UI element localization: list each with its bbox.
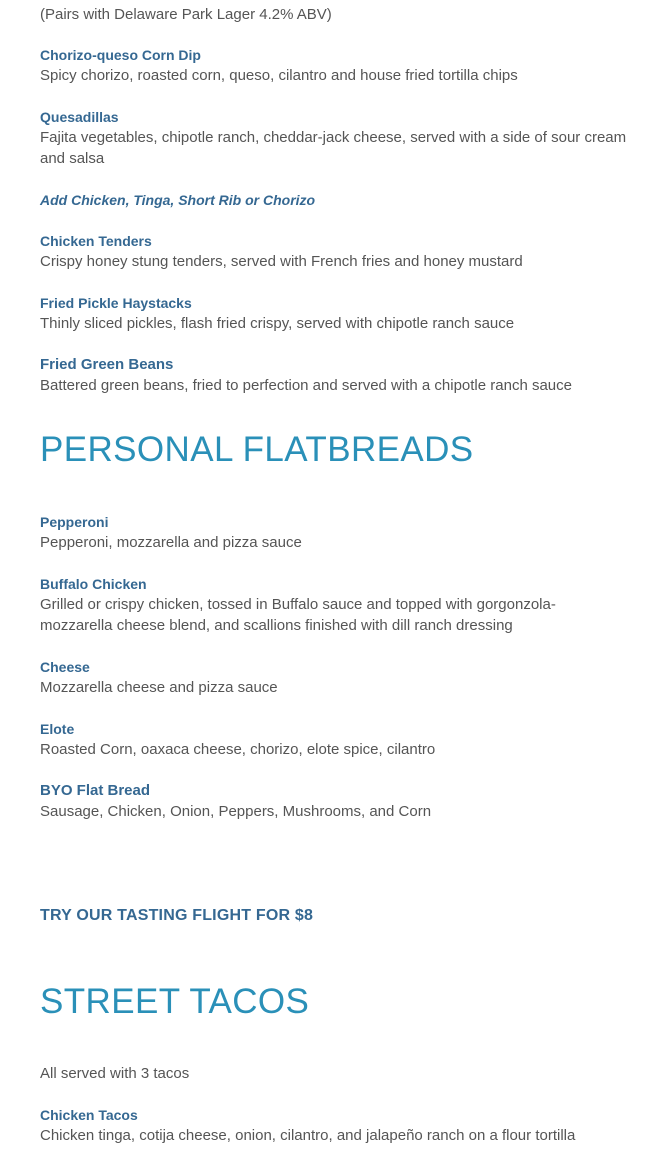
menu-item-description: Spicy chorizo, roasted corn, queso, cilantro and house fried tortilla chips [40, 67, 518, 84]
menu-item-name: Chorizo-queso Corn Dip [40, 47, 201, 63]
menu-item-description: Grilled or crispy chicken, tossed in Buffalo sauce and topped with gorgonzola-mozzarella cheese blend, and scallions finished with dill ranch dressing [40, 596, 556, 634]
pairing-note: (Pairs with Delaware Park Lager 4.2% ABV) [40, 6, 332, 23]
section-title-street-tacos: STREET TACOS [40, 982, 310, 1021]
menu-item-description: Chicken tinga, cotija cheese, onion, cilantro, and jalapeño ranch on a flour tortilla [40, 1127, 576, 1144]
menu-item-name: Pepperoni [40, 514, 109, 530]
menu-item-description: Battered green beans, fried to perfection and served with a chipotle ranch sauce [40, 377, 572, 394]
tasting-flight-promo: TRY OUR TASTING FLIGHT FOR $8 [40, 907, 314, 924]
menu-item-name: Fried Pickle Haystacks [40, 295, 192, 311]
menu-item-description: Fajita vegetables, chipotle ranch, cheddar-jack cheese, served with a side of sour cream and salsa [40, 129, 627, 167]
menu-item-name: Chicken Tacos [40, 1107, 138, 1123]
menu-item-name: Chicken Tenders [40, 233, 152, 249]
menu-item-description: Crispy honey stung tenders, served with French fries and honey mustard [40, 253, 523, 270]
menu-item-name: Fried Green Beans [40, 356, 174, 373]
section-title-flatbreads: PERSONAL FLATBREADS [40, 430, 474, 469]
menu-item-name: Elote [40, 721, 75, 737]
tacos-intro: All served with 3 tacos [40, 1065, 190, 1082]
menu-item-description: Thinly sliced pickles, flash fried crispy, served with chipotle ranch sauce [40, 315, 515, 332]
menu-item-description: Mozzarella cheese and pizza sauce [40, 679, 278, 696]
menu-item-name: Quesadillas [40, 109, 119, 125]
menu-item-description: Pepperoni, mozzarella and pizza sauce [40, 534, 302, 551]
menu-item-name: Buffalo Chicken [40, 576, 147, 592]
menu-item-name: Cheese [40, 659, 90, 675]
menu-item-description: Roasted Corn, oaxaca cheese, chorizo, elote spice, cilantro [40, 741, 436, 758]
menu-item-description: Sausage, Chicken, Onion, Peppers, Mushrooms, and Corn [40, 803, 432, 820]
menu-item-name: BYO Flat Bread [40, 782, 151, 799]
add-protein-note: Add Chicken, Tinga, Short Rib or Chorizo [40, 192, 316, 208]
